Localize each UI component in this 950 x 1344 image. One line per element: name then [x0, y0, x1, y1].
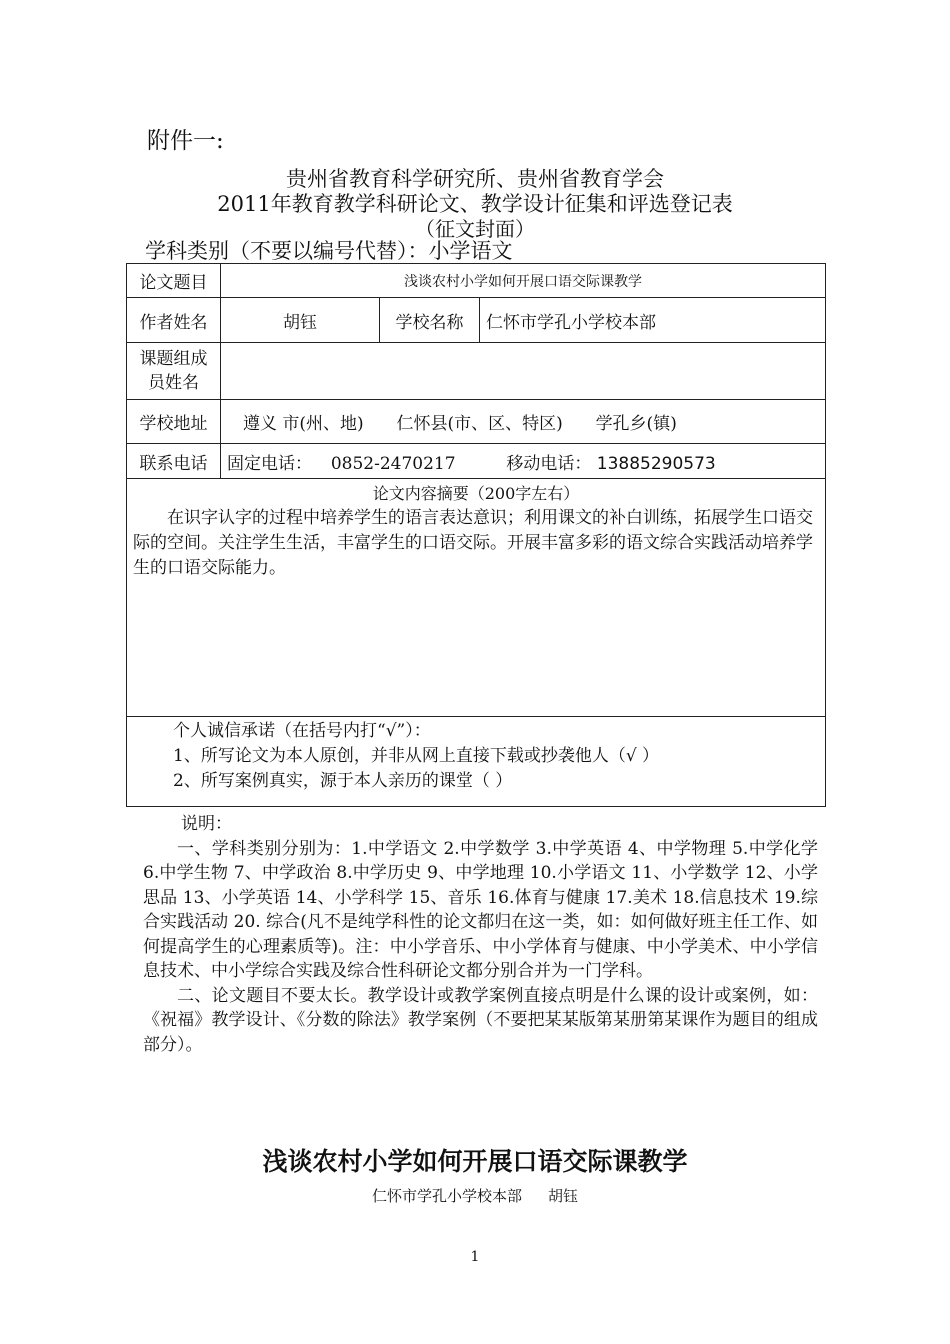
pledge-item-1: 1、所写论文为本人原创，并非从网上直接下载或抄袭他人（√ ） [173, 746, 660, 766]
pledge-cell [127, 717, 826, 807]
author-label: 作者姓名 [127, 298, 221, 343]
landline-value: 0852-2470217 [330, 453, 456, 474]
form-subtitle: （征文封面） [415, 217, 535, 241]
form-title: 2011年教育教学科研论文、教学设计征集和评选登记表 [217, 192, 733, 216]
phone-value [221, 444, 826, 479]
address-town: 学孔乡(镇) [595, 414, 677, 434]
abstract-cell [127, 479, 826, 717]
paper-title: 浅谈农村小学如何开展口语交际课教学 [262, 1147, 688, 1176]
paper-byline [0, 1185, 950, 1206]
members-label: 课题组成员姓名 [127, 343, 221, 400]
paper-school: 仁怀市学孔小学校本部 [371, 1187, 522, 1205]
organizers-heading: 贵州省教育科学研究所、贵州省教育学会 [286, 167, 664, 191]
landline-label: 固定电话： [227, 453, 312, 474]
notes-section [143, 812, 818, 1057]
pledge-item-2: 2、所写案例真实，源于本人亲历的课堂（ ） [173, 771, 513, 791]
form-row-phone [127, 444, 826, 479]
page-number: 1 [470, 1249, 480, 1265]
notes-paragraph-1: 一、学科类别分别为：1.中学语文 2.中学数学 3.中学英语 4、中学物理 5.中学化学 6.中学生物 7、中学政治 8.中学历史 9、中学地理 10.小学语文 11、小学数学 12、小学思品 13、小学英语 14、小学科学 15、音乐 16.体育与健康 17.美术 18.信息技术 19.综合实践活动 20. 综合(凡不是纯学科性的论文都归在这一类，如：如何做好班主任工作、如何提高学生的心理素质等)。注：中小学音乐、中小学体育与健康、中小学美术、中小学信息技术、中小学综合实践及综合性科研论文都分别合并为一门学科。 [143, 838, 818, 981]
title-label: 论文题目 [127, 264, 221, 298]
form-row-title [127, 264, 826, 298]
address-label: 学校地址 [127, 400, 221, 444]
form-row-pledge [127, 717, 826, 807]
form-row-address [127, 400, 826, 444]
mobile-value: 13885290573 [596, 453, 716, 474]
school-value: 仁怀市学孔小学校本部 [480, 298, 826, 343]
address-value [221, 400, 826, 444]
address-city: 遵义 市(州、地) [243, 414, 364, 434]
notes-heading: 说明： [181, 814, 232, 834]
title-value: 浅谈农村小学如何开展口语交际课教学 [221, 264, 826, 298]
mobile-label: 移动电话： [506, 453, 592, 474]
form-row-members [127, 343, 826, 400]
registration-form-table [126, 263, 826, 807]
abstract-body: 在识字认字的过程中培养学生的语言表达意识；利用课文的补白训练，拓展学生口语交际的空间。关注学生生活，丰富学生的口语交际。开展丰富多彩的语文综合实践活动培养学生的口语交际能力。 [133, 508, 813, 578]
form-row-abstract [127, 479, 826, 717]
phone-label: 联系电话 [127, 444, 221, 479]
school-label: 学校名称 [380, 298, 480, 343]
attachment-label: 附件一: [147, 128, 224, 154]
subject-category: 学科类别（不要以编号代替）：小学语文 [145, 239, 513, 263]
paper-author: 胡钰 [548, 1187, 579, 1205]
form-row-author [127, 298, 826, 343]
members-value [221, 343, 826, 400]
abstract-title: 论文内容摘要（200字左右） [372, 484, 580, 503]
author-value: 胡钰 [221, 298, 380, 343]
pledge-title: 个人诚信承诺（在括号内打“√”）： [173, 721, 431, 741]
notes-paragraph-2: 二、论文题目不要太长。教学设计或教学案例直接点明是什么课的设计或案例，如：《祝福》教学设计、《分数的除法》教学案例（不要把某某版第某册第某课作为题目的组成部分）。 [143, 985, 818, 1055]
address-county: 仁怀县(市、区、特区) [396, 414, 563, 434]
